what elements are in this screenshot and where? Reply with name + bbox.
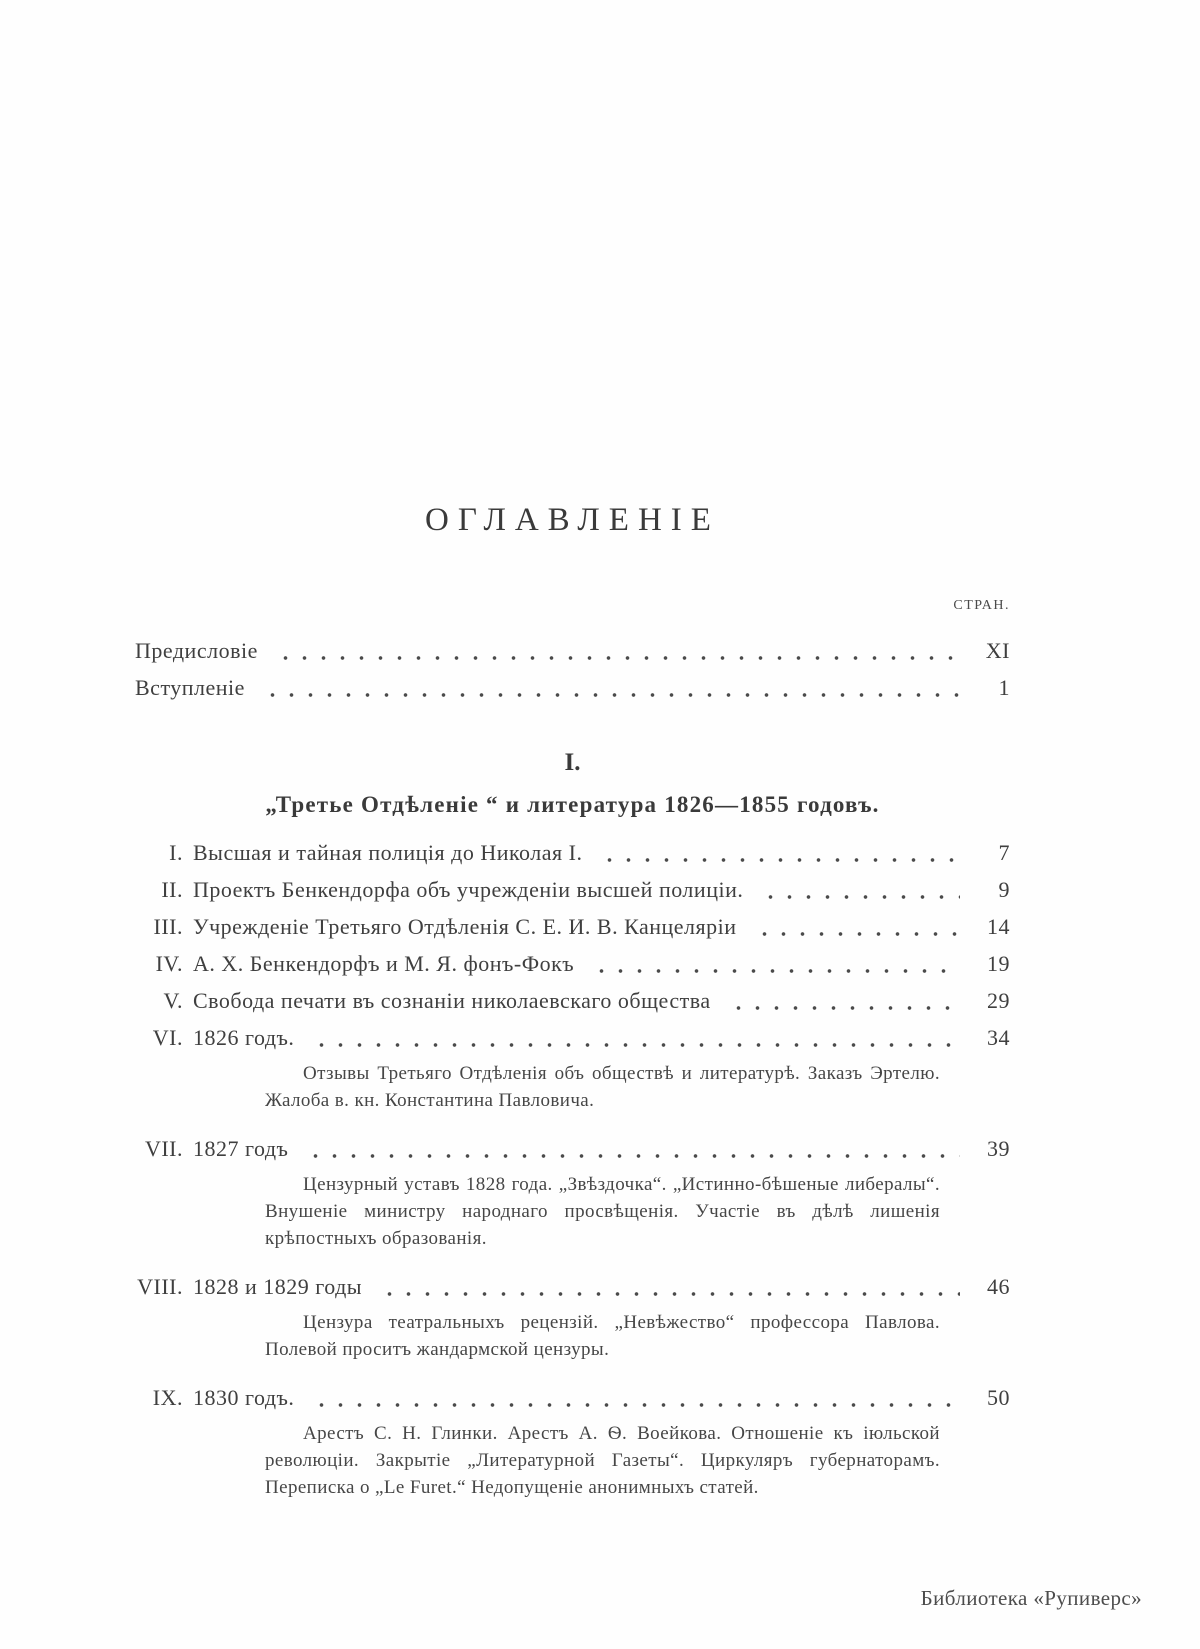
entry-label: Высшая и тайная полиція до Николая I.: [193, 840, 583, 865]
entry-page-number: 39: [987, 1136, 1010, 1161]
entry-label: 1828 и 1829 годы: [193, 1274, 363, 1299]
entry-page-number: 14: [987, 914, 1010, 939]
section-title: „Третье Отдѣленіе “ и литература 1826—1855 годовъ.: [265, 792, 880, 817]
entry-page-number: 34: [987, 1025, 1010, 1050]
entry-numeral: VIII.: [137, 1274, 183, 1299]
entry-label: Предисловіе: [135, 638, 258, 663]
entry-label: 1826 годъ.: [193, 1025, 295, 1050]
entry-page-number: 29: [987, 988, 1010, 1013]
page-column-header: СТРАН.: [953, 598, 1010, 613]
entry-note: Цензурный уставъ 1828 года. „Звѣздочка“. „Истинно-бѣшеные либералы“. Внушеніе министру народнаго просвѣщенія. Участіе въ дѣлѣ лишенія крѣпостныхъ образованія.: [265, 1174, 940, 1249]
toc-entry: [135, 982, 1010, 1019]
entry-numeral: I.: [169, 840, 183, 865]
toc-entries: [135, 834, 1010, 1501]
toc-entry: [135, 908, 1010, 945]
toc-entry: [135, 834, 1010, 871]
toc-entry: [135, 1019, 1010, 1056]
entry-page-number: 1: [998, 675, 1010, 700]
entry-numeral: IX.: [152, 1385, 183, 1410]
entry-page-number: 9: [998, 877, 1010, 902]
page-title: ОГЛАВЛЕНІЕ: [425, 502, 720, 538]
dot-leader: [596, 834, 960, 871]
entry-numeral: VII.: [144, 1136, 183, 1161]
dot-leader: [302, 1130, 960, 1167]
toc-entry: [135, 1130, 1010, 1167]
entry-label: А. Х. Бенкендорфъ и М. Я. фонъ-Фокъ: [193, 951, 575, 976]
entry-label: Проектъ Бенкендорфа объ учрежденіи высшей полиціи.: [193, 877, 744, 902]
section-number: I.: [564, 749, 581, 776]
entry-numeral: IV.: [155, 951, 183, 976]
dot-leader: [272, 632, 960, 669]
dot-leader: [725, 982, 960, 1019]
entry-label: Вступленіе: [135, 675, 245, 700]
dot-leader: [751, 908, 960, 945]
entry-label: 1830 годъ.: [193, 1385, 295, 1410]
entry-note: Цензура театральныхъ рецензій. „Невѣжество“ профессора Павлова. Полевой проситъ жандармской цензуры.: [265, 1312, 940, 1360]
toc-entry: [135, 945, 1010, 982]
library-watermark: Библиотека «Рупиверс»: [920, 1586, 1142, 1610]
entry-numeral: V.: [163, 988, 183, 1013]
entry-note: Отзывы Третьяго Отдѣленія объ обществѣ и литературѣ. Заказъ Эртелю. Жалоба в. кн. Константина Павловича.: [265, 1063, 940, 1111]
entry-page-number: 19: [987, 951, 1010, 976]
entry-page-number: 46: [987, 1274, 1010, 1299]
toc-entry: [135, 669, 1010, 706]
dot-leader: [376, 1268, 960, 1305]
toc-entry: [135, 1379, 1010, 1416]
entry-numeral: II.: [161, 877, 183, 902]
entry-label: 1827 годъ: [193, 1136, 289, 1161]
entry-note: Арестъ С. Н. Глинки. Арестъ А. Ѳ. Воейкова. Отношеніе къ іюльской революціи. Закрытіе „Литературной Газеты“. Циркуляръ губернаторамъ. Переписка о „Le Furet.“ Недопущеніе анонимныхъ статей.: [265, 1423, 940, 1498]
entry-page-number: 7: [998, 840, 1010, 865]
toc-entry: [135, 632, 1010, 669]
toc-entry: [135, 871, 1010, 908]
entry-label: Свобода печати въ сознаніи николаевскаго общества: [193, 988, 711, 1013]
entry-page-number: XI: [985, 638, 1010, 663]
dot-leader: [588, 945, 960, 982]
toc-entry: [135, 1268, 1010, 1305]
dot-leader: [757, 871, 960, 908]
front-entries: [135, 632, 1010, 706]
dot-leader: [259, 669, 960, 706]
entry-numeral: III.: [153, 914, 183, 939]
dot-leader: [308, 1379, 960, 1416]
toc-content: [135, 0, 1010, 1517]
entry-label: Учрежденіе Третьяго Отдѣленія С. Е. И. В. Канцеляріи: [193, 914, 737, 939]
dot-leader: [308, 1019, 960, 1056]
entry-numeral: VI.: [152, 1025, 183, 1050]
entry-page-number: 50: [987, 1385, 1010, 1410]
